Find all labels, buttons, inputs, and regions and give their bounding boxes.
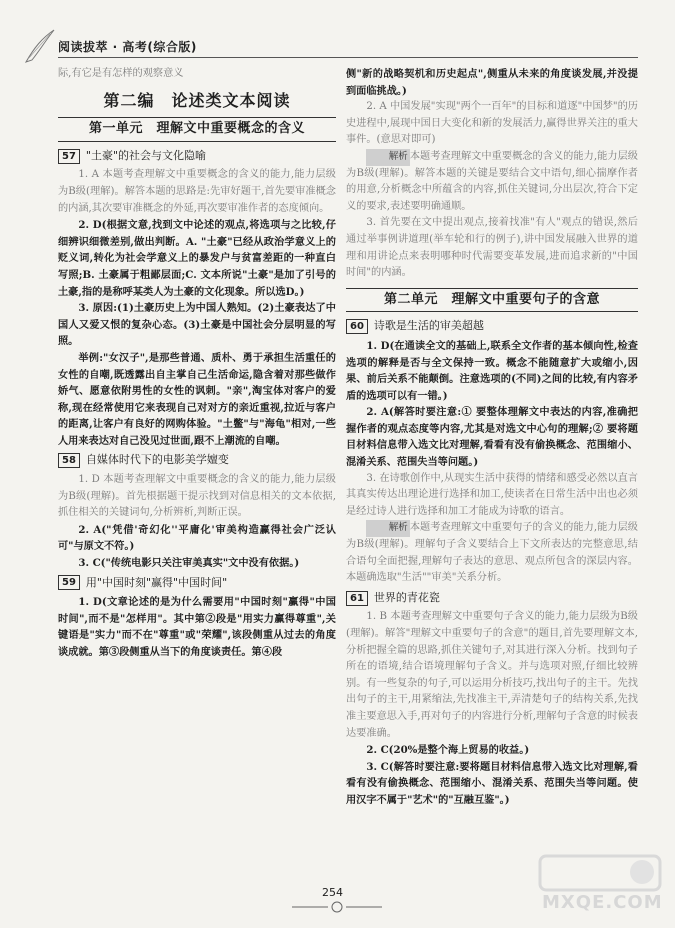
analysis-text: 本题考查理解文中重要概念的含义的能力,能力层级为B级(理解)。解答本题的关键是要结合文中语句,细心揣摩作者的用意,分析概念中所蕴含的内容,抓住关键词,分出层次,符合下定义的要求,表述要明确通顺。 (346, 150, 638, 212)
question-59-header (58, 575, 336, 592)
answer-58-2: 2. A("凭借'奇幻化''平庸化'审美构造赢得社会广泛认可"与原文不符。) (58, 523, 336, 553)
analysis-60 (346, 520, 638, 586)
answer-60-3: 3. 在诗歌创作中,从现实生活中获得的情绪和感受必然以直言其真实传达出理论进行选择和加工,使读者在日常生活中出也必须是经过诗人进行选择和加工才能成为诗歌的语言。 (346, 472, 638, 517)
right-column (346, 66, 638, 809)
question-title: 用"中国时刻"赢得"中国时间" (85, 575, 228, 589)
feather-quill-icon (22, 26, 56, 66)
answer-59-3: 3. 首先要在文中提出观点,接着找准"有人"观点的错误,然后通过举事例讲道理(举车轮和行的例子),讲中国发展融入世界的道理和用讲论点来表明哪种时代需要变革发展,进而追求新的"中国时间"的内涵。 (346, 217, 638, 279)
unit1-title: 第一单元 理解文中重要概念的含义 (58, 117, 336, 142)
question-number: 57 (58, 149, 80, 164)
analysis-tag: 解析 (366, 520, 409, 537)
left-column (58, 66, 336, 661)
unit2-title: 第二单元 理解文中重要句子的含意 (346, 288, 638, 313)
question-number: 60 (346, 319, 368, 334)
question-title: 世界的青花瓷 (373, 590, 440, 604)
answer-59-2: 2. A 中国发展"实现"两个一百年"的目标和道逐"中国梦"的历史进程中,展现中国日大变化和新的发展活力,赢得世界关注的重大事件。(意思对即可) (346, 101, 638, 146)
answer-60-2: 2. A(解答时要注意:① 要整体理解文中表达的内容,准确把握作者的观点态度等内容,尤其是对选文中心句的理解;② 要将题目材料信息带入选文比对理解,看看有没有偷换概念、范围缩小、混淆关系、范围失当等问题。) (346, 406, 638, 469)
answer-58-3: 3. C("传统电影只关注审美真实"文中没有依据。) (78, 557, 300, 570)
analysis-59 (346, 149, 638, 215)
answer-57-2: 2. D(根据文意,找到文中论述的观点,将选项与之比较,仔细辨识细微差别,做出判断。A. "土豪"已经从政治学意义上的贬义词,转化为社会学意义上的暴发户与贫富差距的一种直白写照;B. 土豪属于粗鄙层面;C. 文本所说"土豪"是加了引号的土豪,指的是称呼某类人为土豪的文化现象。所以选D。) (58, 219, 336, 298)
question-57-header (58, 148, 336, 165)
analysis-text: 本题考查理解文中重要句子的含义的能力,能力层级为B级(理解)。理解句子含义要结合上下文所表达的完整意思,结合语句全面把握,理解句子表达的意思、观点所包含的深层内容。本题确选取"生活""审美"关系分析。 (346, 522, 638, 584)
question-title: 自媒体时代下的电影美学嬗变 (85, 453, 229, 467)
question-61-header (346, 590, 638, 607)
answer-60-1: 1. D(在通读全文的基础上,联系全文作者的基本倾向性,检查选项的解释是否与全文保持一致。概念不能随意扩大或缩小,因果、前后关系不能颠倒。注意选项的(不同)之间的比较,有内容矛盾的选项可以有一错。) (346, 339, 638, 402)
answer-59-continued: 侧"新的战略契机和历史起点",侧重从未来的角度谈发展,并没提到面临挑战。) (346, 68, 638, 97)
header-rule (58, 57, 638, 58)
analysis-tag: 解析 (366, 149, 409, 166)
answer-58-1: 1. D 本题考查理解文中重要概念的含义的能力,能力层级为B级(理解)。首先根据题干提示找到对信息相关的文本依据,抓住相关的关键词句,分析辨析,判断正误。 (58, 474, 336, 519)
page-header: 阅读拔萃 · 高考(综合版) (58, 40, 197, 54)
part-title: 第二编 论述类文本阅读 (103, 90, 291, 110)
page-number: 254 (322, 886, 343, 899)
answer-61-3: 3. C(解答时要注意:要将题目材料信息带入选文比对理解,看看有没有偷换概念、范围缩小、混淆关系、范围失当等问题。使用汉字不属于"艺术"的"互融互鉴"。) (346, 760, 638, 806)
watermark-text: MXQE.COM (542, 892, 663, 913)
intro-line: 际,有它是有怎样的观察意义 (58, 68, 184, 79)
question-60-header (346, 318, 638, 335)
answer-57-4: 举例:"女汉子",是那些普通、质朴、勇于承担生活重任的女性的自嘲,既透露出自主掌自己生活命运,隐含着对那些做作娇气、愿意依附男性的女性的讽刺。"亲",淘宝体对客户的爱称,现在经常使用它来表现自己对对方的亲近重视,拉近与客户的距离,让客户有良好的网购体验。"土鳖"与"海龟"相对,一些人用来表达对自己没见过世面,跟不上潮流的自嘲。 (58, 351, 336, 447)
question-number: 59 (58, 575, 80, 590)
question-title: "土豪"的社会与文化隐喻 (85, 148, 207, 162)
question-number: 58 (58, 453, 80, 468)
answer-61-2: 2. C(20%是整个海上贸易的收益。) (366, 744, 530, 757)
answer-57-3: 3. 原因:(1)土豪历史上为中国人熟知。(2)土豪表达了中国人又爱又恨的复杂心态。(3)土豪是中国社会分层明显的写照。 (58, 302, 336, 348)
watermark-logo-icon (530, 852, 670, 924)
question-title: 诗歌是生活的审美超越 (373, 319, 484, 333)
question-number: 61 (346, 591, 368, 606)
question-58-header (58, 452, 336, 469)
answer-57-1: 1. A 本题考查理解文中重要概念的含义的能力,能力层级为B级(理解)。解答本题的思路是:先审好题干,首先要审准概念的内涵,其次要审准概念的外延,再次要审准作者的态度倾向。 (58, 169, 336, 214)
answer-59-1: 1. D(文章论述的是为什么需要用"中国时刻"赢得"中国时间",而不是"怎样用"。其中第②段是"用实力赢得尊重",关键语是"实力"而不在"尊重"或"荣耀",该段侧重从过去的角度谈成就。第③段侧重从当下的角度谈责任。第④段 (58, 596, 336, 658)
answer-61-1: 1. B 本题考查理解文中重要句子含义的能力,能力层级为B级(理解)。解答"理解文中重要句子的含意"的题目,首先要理解文本,分析把握全篇的思路,抓住关键句子,对其进行深入分析。找到句子所在的语境,结合语境理解句子含义。并与选项对照,仔细比较辨别。有一些复杂的句子,可以运用分析技巧,找出句子的主干。先找出句子的主干,用紧缩法,先找准主干,弄清楚句子的结构关系,先找准主要意思入手,再对句子的内容进行分析,理解句子含意的时候表达要准确。 (346, 611, 638, 739)
footer-ornament-icon (292, 900, 382, 914)
